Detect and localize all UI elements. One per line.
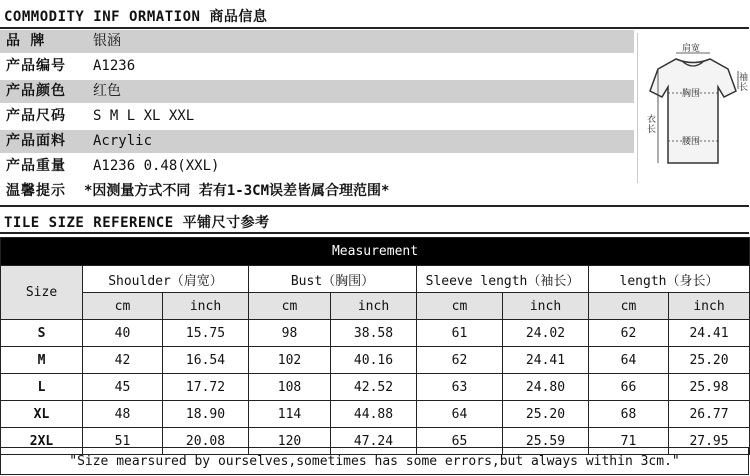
info-row-label: 温馨提示 [6,183,66,199]
info-row [0,55,634,78]
measure-cell: 38.58 [331,320,417,347]
figure-label-bust: 胸围 [682,86,700,99]
info-row [0,105,634,128]
info-row [0,130,634,153]
measure-cell: 42.52 [331,374,417,401]
measurement-table [0,237,750,455]
info-row-value: A1236 [93,58,136,74]
measure-cell: 120 [249,428,331,455]
measure-cell: 40.16 [331,347,417,374]
figure-label-sleeve: 袖长 [739,73,749,93]
info-row-value: 银涵 [93,33,121,49]
table-row [1,374,750,401]
figure-label-shoulder: 肩宽 [682,44,701,54]
measure-group-header: length（身长） [589,266,750,293]
info-row-label: 品 牌 [6,33,46,49]
unit-header: cm [417,293,503,320]
measure-group-header: Shoulder（肩宽） [83,266,249,293]
size-cell: S [1,320,83,347]
measure-cell: 66 [589,374,669,401]
measure-cell: 68 [589,401,669,428]
measure-cell: 48 [83,401,163,428]
info-row-value: Acrylic [93,133,153,149]
info-row [0,180,634,203]
unit-header: cm [249,293,331,320]
measure-group-header: Sleeve length（袖长） [417,266,589,293]
measure-cell: 45 [83,374,163,401]
measure-cell: 15.75 [163,320,249,347]
table-row [1,320,750,347]
info-row-value: A1236 0.48(XXL) [93,158,220,174]
measure-cell: 108 [249,374,331,401]
info-row-value: 红色 [93,83,121,99]
measure-cell: 64 [417,401,503,428]
info-row-value: S M L XL XXL [93,108,195,124]
size-header: Size [1,266,83,320]
commodity-info-title: COMMODITY INF ORMATION 商品信息 [4,9,268,25]
tshirt-diagram-icon [638,33,748,183]
size-cell: 2XL [1,428,83,455]
measure-cell: 102 [249,347,331,374]
info-row-label: 产品面料 [6,133,66,149]
figure-label-length: 衣长 [647,115,657,135]
measure-cell: 16.54 [163,347,249,374]
measure-group-header: Bust（胸围） [249,266,417,293]
measure-cell: 64 [589,347,669,374]
measure-cell: 114 [249,401,331,428]
section-divider-bottom [0,232,749,234]
info-row [0,30,634,53]
table-row [1,347,750,374]
header-divider [0,27,749,29]
measure-cell: 65 [417,428,503,455]
info-row-label: 产品颜色 [6,83,66,99]
measure-cell: 44.88 [331,401,417,428]
measure-cell: 62 [417,347,503,374]
info-row-label: 产品尺码 [6,108,66,124]
measure-cell: 27.95 [669,428,750,455]
info-row [0,155,634,178]
measure-cell: 24.02 [503,320,589,347]
measure-cell: 20.08 [163,428,249,455]
info-row [0,80,634,103]
measurement-rows [1,320,750,455]
measure-cell: 25.20 [669,347,750,374]
garment-measure-figure [637,33,748,183]
measure-cell: 24.80 [503,374,589,401]
unit-header: inch [331,293,417,320]
info-row-value: *因测量方式不同 若有1-3CM误差皆属合理范围* [84,183,390,199]
figure-label-waist: 腰围 [682,134,700,147]
unit-header: cm [589,293,669,320]
measurement-note: "Size mearsured by ourselves,sometimes has some errors,but always within 3cm." [0,447,749,475]
measure-cell: 63 [417,374,503,401]
measure-cell: 71 [589,428,669,455]
measure-cell: 18.90 [163,401,249,428]
size-cell: M [1,347,83,374]
measure-cell: 24.41 [669,320,750,347]
unit-header: inch [503,293,589,320]
measure-cell: 62 [589,320,669,347]
size-reference-title: TILE SIZE REFERENCE 平铺尺寸参考 [4,215,270,231]
measure-cell: 25.59 [503,428,589,455]
measure-cell: 24.41 [503,347,589,374]
measure-cell: 26.77 [669,401,750,428]
measurement-title: Measurement [1,238,750,266]
measure-cell: 25.98 [669,374,750,401]
unit-header: inch [669,293,750,320]
measure-cell: 42 [83,347,163,374]
measure-cell: 51 [83,428,163,455]
measure-cell: 61 [417,320,503,347]
measure-cell: 40 [83,320,163,347]
info-row-label: 产品编号 [6,58,66,74]
measure-cell: 25.20 [503,401,589,428]
measure-cell: 17.72 [163,374,249,401]
table-row [1,401,750,428]
measure-cell: 98 [249,320,331,347]
measure-cell: 47.24 [331,428,417,455]
info-row-label: 产品重量 [6,158,66,174]
size-cell: XL [1,401,83,428]
unit-header: inch [163,293,249,320]
size-cell: L [1,374,83,401]
section-divider-top [0,205,749,207]
unit-header: cm [83,293,163,320]
